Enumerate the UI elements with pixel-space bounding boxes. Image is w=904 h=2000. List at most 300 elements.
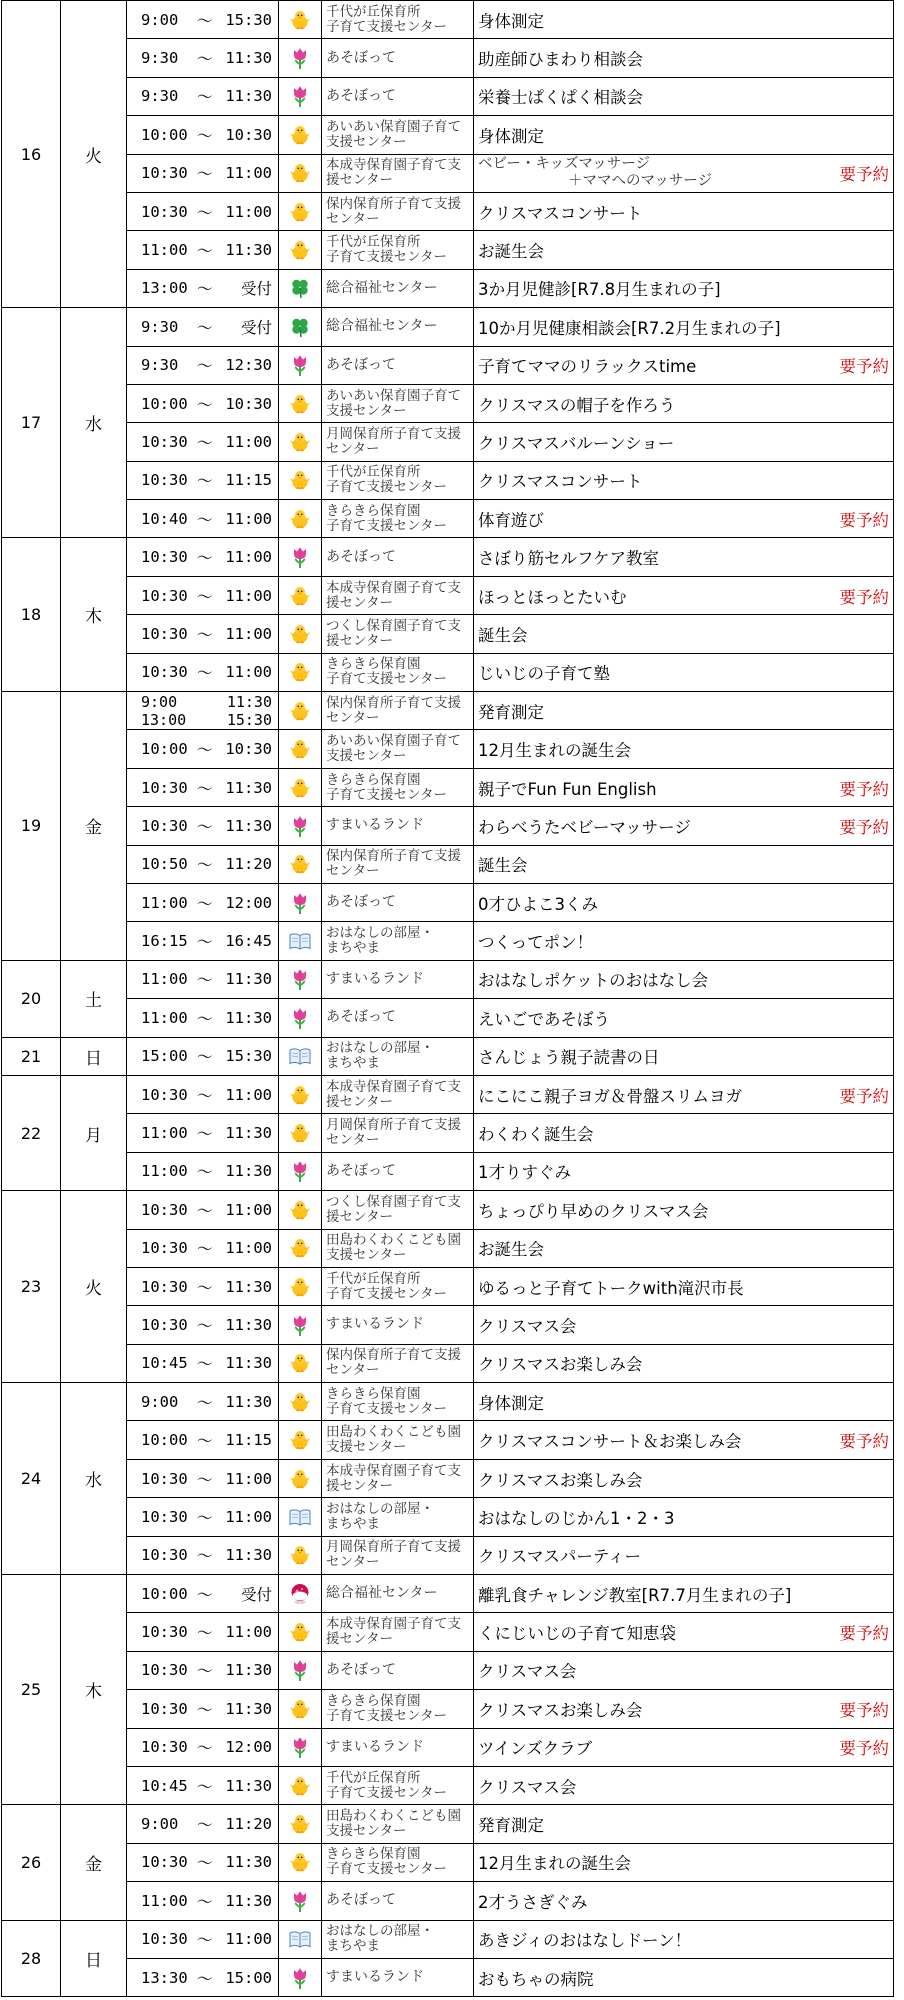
chick-icon — [288, 393, 312, 412]
time-separator: 〜 — [197, 242, 213, 261]
event-cell — [474, 231, 894, 269]
icon-cell — [279, 1229, 322, 1267]
time-end: 11:30 — [225, 816, 272, 835]
time-cell — [127, 1651, 279, 1689]
time-start: 11:00 — [141, 1124, 188, 1143]
time-end: 11:00 — [225, 432, 272, 451]
venue-cell — [322, 999, 474, 1037]
event-cell — [474, 1421, 894, 1459]
time-separator: 〜 — [197, 779, 213, 798]
venue-cell — [322, 1882, 474, 1920]
table-row — [2, 730, 894, 768]
book-icon — [288, 1506, 312, 1525]
time-cell — [127, 269, 279, 307]
venue-cell — [322, 1, 474, 39]
icon-cell — [279, 1421, 322, 1459]
time-separator: 〜 — [197, 1278, 213, 1297]
time-start: 15:00 — [141, 1047, 188, 1066]
venue-cell — [322, 883, 474, 921]
time-start: 9:30 — [141, 87, 179, 106]
time-end: 11:15 — [225, 471, 272, 490]
chick-icon — [288, 1775, 312, 1794]
time-cell — [127, 1421, 279, 1459]
time-cell — [127, 883, 279, 921]
time-start: 10:30 — [141, 1200, 188, 1219]
time-end: 受付 — [240, 1585, 272, 1604]
time-separator: 〜 — [197, 1662, 213, 1681]
venue-cell — [322, 1805, 474, 1843]
table-row — [2, 1843, 894, 1881]
icon-cell — [279, 1613, 322, 1651]
event-cell — [474, 1, 894, 39]
venue-name: つくし保育園子育て支援センター — [326, 1193, 461, 1225]
event-title: ゆるっと子育てトークwith滝沢市長 — [478, 1278, 744, 1298]
event-title: 親子でFun Fun English — [478, 779, 657, 799]
chick-icon — [288, 1545, 312, 1564]
event-cell — [474, 1383, 894, 1421]
time-end: 11:30 — [225, 1392, 272, 1411]
time-separator: 〜 — [197, 433, 213, 452]
tulip-icon — [288, 969, 312, 988]
chick-icon — [288, 1430, 312, 1449]
venue-cell — [322, 1421, 474, 1459]
time-start: 10:30 — [141, 1507, 188, 1526]
time-end: 11:30 — [225, 87, 272, 106]
event-title: 助産師ひまわり相談会 — [478, 50, 643, 70]
time-start: 10:50 — [141, 855, 188, 874]
time-start: 10:40 — [141, 509, 188, 528]
icon-cell — [279, 1536, 322, 1574]
chick-icon — [288, 1084, 312, 1103]
event-cell — [474, 922, 894, 960]
event-cell — [474, 1882, 894, 1920]
time-separator: 〜 — [197, 1163, 213, 1182]
table-row — [2, 1651, 894, 1689]
event-cell — [474, 154, 894, 192]
time-cell — [127, 1383, 279, 1421]
event-cell — [474, 1958, 894, 1996]
date-cell: 22 — [2, 1075, 61, 1190]
venue-cell — [322, 730, 474, 768]
time-end: 11:00 — [225, 1239, 272, 1258]
time-cell — [127, 39, 279, 77]
date-cell: 23 — [2, 1191, 61, 1383]
event-title: にこにこ親子ヨガ＆骨盤スリムヨガ — [478, 1086, 742, 1106]
schedule-body — [2, 1, 894, 1997]
time-end: 16:45 — [225, 932, 272, 951]
venue-cell — [322, 615, 474, 653]
table-row — [2, 1152, 894, 1190]
venue-cell — [322, 1575, 474, 1613]
book-icon — [288, 1046, 312, 1065]
time-start: 10:30 — [141, 663, 188, 682]
venue-name: すまいるランド — [326, 1969, 424, 1986]
venue-cell — [322, 384, 474, 422]
date-cell: 20 — [2, 960, 61, 1037]
event-title: おはなしのじかん1・2・3 — [478, 1508, 675, 1528]
bowl-icon — [288, 1583, 312, 1602]
event-cell — [474, 1728, 894, 1766]
table-row — [2, 1920, 894, 1958]
clover-icon — [288, 278, 312, 297]
time-end: 受付 — [240, 280, 272, 299]
time-cell — [127, 500, 279, 538]
table-row — [2, 1613, 894, 1651]
tulip-icon — [288, 86, 312, 105]
icon-cell — [279, 1, 322, 39]
venue-cell — [322, 1075, 474, 1113]
venue-name: 田島わくわくこども園支援センター — [326, 1232, 461, 1264]
time-cell — [127, 77, 279, 115]
time-start: 10:45 — [141, 1776, 188, 1795]
time-cell — [127, 692, 279, 730]
time-cell — [127, 1229, 279, 1267]
time-end: 11:30 — [225, 778, 272, 797]
event-cell — [474, 39, 894, 77]
chick-icon — [288, 163, 312, 182]
event-title: 1才りすぐみ — [478, 1163, 571, 1183]
time-end: 11:15 — [225, 1431, 272, 1450]
table-row — [2, 1728, 894, 1766]
event-title: 身体測定 — [478, 1393, 544, 1413]
venue-cell — [322, 1152, 474, 1190]
event-title: あきジィのおはなしドーン！ — [478, 1931, 692, 1951]
time-cell — [127, 1728, 279, 1766]
time-end: 11:00 — [225, 1469, 272, 1488]
weekday-cell: 木 — [61, 538, 127, 692]
time-end: 10:30 — [225, 740, 272, 759]
venue-cell — [322, 1690, 474, 1728]
time-separator: 〜 — [197, 1816, 213, 1835]
event-title: さんじょう親子読書の日 — [478, 1048, 660, 1068]
event-title: クリスマスの帽子を作ろう — [478, 395, 676, 415]
reservation-required-badge: 要予約 — [839, 1432, 889, 1452]
date-cell: 26 — [2, 1805, 61, 1920]
icon-cell — [279, 692, 322, 730]
tulip-icon — [288, 1314, 312, 1333]
time-end: 11:30 — [225, 1699, 272, 1718]
venue-cell — [322, 1651, 474, 1689]
tulip-icon — [288, 1660, 312, 1679]
chick-icon — [288, 470, 312, 489]
icon-cell — [279, 500, 322, 538]
time-end-lines — [227, 693, 272, 729]
table-row — [2, 1229, 894, 1267]
time-start: 10:30 — [141, 624, 188, 643]
venue-name: あそぼって — [326, 894, 396, 911]
time-cell — [127, 1344, 279, 1382]
reservation-required-badge: 要予約 — [839, 1700, 889, 1720]
time-separator: 〜 — [197, 1969, 213, 1988]
tulip-icon — [288, 1161, 312, 1180]
venue-cell — [322, 960, 474, 998]
icon-cell — [279, 1882, 322, 1920]
event-cell — [474, 461, 894, 499]
time-separator: 〜 — [197, 1201, 213, 1220]
chick-icon — [288, 777, 312, 796]
icon-cell — [279, 1383, 322, 1421]
time-separator: 〜 — [197, 1777, 213, 1796]
venue-name: すまいるランド — [326, 970, 424, 987]
time-end: 11:30 — [225, 1162, 272, 1181]
venue-name: あそぼって — [326, 49, 396, 66]
tulip-icon — [288, 48, 312, 67]
event-cell — [474, 1843, 894, 1881]
time-start: 9:30 — [141, 356, 179, 375]
weekday-cell: 金 — [61, 692, 127, 961]
icon-cell — [279, 1267, 322, 1305]
venue-cell — [322, 845, 474, 883]
book-icon — [288, 931, 312, 950]
time-cell — [127, 960, 279, 998]
venue-cell — [322, 346, 474, 384]
icon-cell — [279, 1843, 322, 1881]
time-cell — [127, 1075, 279, 1113]
time-end: 11:00 — [225, 1507, 272, 1526]
time-start-2: 13:00 — [141, 711, 187, 730]
time-cell — [127, 231, 279, 269]
time-cell — [127, 1114, 279, 1152]
icon-cell — [279, 461, 322, 499]
icon-cell — [279, 845, 322, 883]
event-title: おもちゃの病院 — [478, 1969, 594, 1989]
event-cell — [474, 308, 894, 346]
time-separator: 〜 — [197, 357, 213, 376]
time-cell — [127, 1766, 279, 1804]
time-separator: 〜 — [197, 741, 213, 760]
time-cell — [127, 615, 279, 653]
table-row — [2, 883, 894, 921]
icon-cell — [279, 39, 322, 77]
time-start: 10:30 — [141, 1546, 188, 1565]
venue-name: 月岡保育所子育て支援センター — [326, 425, 461, 457]
time-separator: 〜 — [197, 318, 213, 337]
venue-name: 保内保育所子育て支援センター — [326, 848, 461, 880]
event-title: くにじいじの子育て知恵袋 — [478, 1624, 676, 1644]
chick-icon — [288, 431, 312, 450]
chick-icon — [288, 662, 312, 681]
venue-name: おはなしの部屋・ まちやま — [326, 1923, 434, 1955]
time-cell — [127, 154, 279, 192]
icon-cell — [279, 269, 322, 307]
icon-cell — [279, 423, 322, 461]
time-start: 10:00 — [141, 125, 188, 144]
time-cell — [127, 653, 279, 691]
event-cell — [474, 1344, 894, 1382]
time-start: 11:00 — [141, 1162, 188, 1181]
event-cell — [474, 1267, 894, 1305]
time-end: 11:00 — [225, 509, 272, 528]
table-row — [2, 154, 894, 192]
time-end: 10:30 — [225, 394, 272, 413]
time-start: 9:00 — [141, 10, 179, 29]
event-cell — [474, 1037, 894, 1075]
event-title: 2才うさぎぐみ — [478, 1892, 588, 1912]
chick-icon — [288, 1199, 312, 1218]
time-start: 10:30 — [141, 548, 188, 567]
time-end: 11:30 — [225, 1546, 272, 1565]
venue-cell — [322, 653, 474, 691]
table-row — [2, 768, 894, 806]
venue-name: 保内保育所子育て支援センター — [326, 694, 461, 726]
icon-cell — [279, 1152, 322, 1190]
time-cell — [127, 730, 279, 768]
tulip-icon — [288, 1007, 312, 1026]
table-row — [2, 1690, 894, 1728]
time-cell — [127, 807, 279, 845]
event-cell — [474, 423, 894, 461]
time-separator: 〜 — [197, 88, 213, 107]
time-separator: 〜 — [197, 1739, 213, 1758]
time-end: 11:00 — [225, 1623, 272, 1642]
time-separator: 〜 — [197, 1048, 213, 1067]
time-end: 11:30 — [226, 693, 272, 712]
time-cell — [127, 1498, 279, 1536]
time-start: 11:00 — [141, 1008, 188, 1027]
venue-cell — [322, 1843, 474, 1881]
date-cell: 17 — [2, 308, 61, 538]
table-row — [2, 1805, 894, 1843]
icon-cell — [279, 1114, 322, 1152]
tulip-icon — [288, 547, 312, 566]
time-separator: 〜 — [197, 1086, 213, 1105]
venue-cell — [322, 807, 474, 845]
venue-name: 本成寺保育園子育て支援センター — [326, 1078, 461, 1110]
event-cell — [474, 192, 894, 230]
table-row — [2, 1191, 894, 1229]
venue-name: 千代が丘保育所 子育て支援センター — [326, 1769, 447, 1801]
reservation-required-badge: 要予約 — [839, 1624, 889, 1644]
event-cell — [474, 1306, 894, 1344]
event-title: ほっとほっとたいむ — [478, 587, 627, 607]
time-cell — [127, 308, 279, 346]
icon-cell — [279, 1728, 322, 1766]
chick-icon — [288, 1814, 312, 1833]
time-end: 15:30 — [225, 10, 272, 29]
table-row — [2, 615, 894, 653]
event-cell — [474, 615, 894, 653]
time-start: 10:30 — [141, 1277, 188, 1296]
time-cell — [127, 1152, 279, 1190]
event-title: お誕生会 — [478, 1240, 544, 1260]
time-end: 11:30 — [225, 1891, 272, 1910]
weekday-cell: 水 — [61, 308, 127, 538]
time-end: 11:30 — [225, 1661, 272, 1680]
venue-name: 総合福祉センター — [326, 1585, 438, 1602]
time-separator: 〜 — [197, 1931, 213, 1950]
weekday-cell: 火 — [61, 1191, 127, 1383]
venue-name: 千代が丘保育所 子育て支援センター — [326, 464, 447, 496]
chick-icon — [288, 1353, 312, 1372]
icon-cell — [279, 883, 322, 921]
icon-cell — [279, 730, 322, 768]
venue-name: きらきら保育園 子育て支援センター — [326, 502, 447, 534]
venue-name: あそぼって — [326, 87, 396, 104]
table-row — [2, 1344, 894, 1382]
event-title: つくってポン！ — [478, 933, 594, 953]
time-cell — [127, 538, 279, 576]
time-end: 受付 — [240, 318, 272, 337]
chick-icon — [288, 700, 312, 719]
tulip-icon — [288, 355, 312, 374]
table-row — [2, 1075, 894, 1113]
venue-cell — [322, 1191, 474, 1229]
event-title: クリスマスバルーンショー — [478, 433, 675, 453]
icon-cell — [279, 768, 322, 806]
event-title: クリスマスコンサート＆お楽しみ会 — [478, 1432, 742, 1452]
table-row — [2, 807, 894, 845]
venue-cell — [322, 154, 474, 192]
venue-name: すまいるランド — [326, 817, 424, 834]
venue-name: おはなしの部屋・ まちやま — [326, 925, 434, 957]
time-cell — [127, 116, 279, 154]
time-separator: 〜 — [197, 625, 213, 644]
time-start: 10:30 — [141, 586, 188, 605]
event-title: 12月生まれの誕生会 — [478, 741, 631, 761]
table-row — [2, 384, 894, 422]
time-separator: 〜 — [197, 11, 213, 30]
time-separator: 〜 — [197, 971, 213, 990]
venue-cell — [322, 461, 474, 499]
time-cell — [127, 461, 279, 499]
weekday-cell: 日 — [61, 1037, 127, 1075]
weekday-cell: 水 — [61, 1383, 127, 1575]
weekday-cell: 火 — [61, 1, 127, 308]
event-cell — [474, 1651, 894, 1689]
venue-cell — [322, 1267, 474, 1305]
event-cell — [474, 1152, 894, 1190]
event-cell — [474, 1229, 894, 1267]
time-cell — [127, 1805, 279, 1843]
venue-cell — [322, 1383, 474, 1421]
chick-icon — [288, 854, 312, 873]
table-row — [2, 1536, 894, 1574]
event-cell — [474, 1920, 894, 1958]
event-cell — [474, 807, 894, 845]
weekday-cell: 日 — [61, 1920, 127, 1997]
venue-cell — [322, 768, 474, 806]
icon-cell — [279, 1306, 322, 1344]
venue-cell — [322, 1114, 474, 1152]
table-row — [2, 500, 894, 538]
time-start: 10:30 — [141, 1661, 188, 1680]
table-row — [2, 1037, 894, 1075]
icon-cell — [279, 1037, 322, 1075]
table-row — [2, 576, 894, 614]
time-start: 9:30 — [141, 49, 179, 68]
tulip-icon — [288, 815, 312, 834]
event-cell — [474, 77, 894, 115]
event-title: 発育測定 — [478, 702, 544, 722]
event-title: クリスマス会 — [478, 1662, 577, 1682]
event-title: クリスマス会 — [478, 1316, 577, 1336]
time-start: 10:30 — [141, 1853, 188, 1872]
table-row — [2, 1421, 894, 1459]
time-end: 11:00 — [225, 164, 272, 183]
chick-icon — [288, 1391, 312, 1410]
clover-icon — [288, 316, 312, 335]
table-row — [2, 192, 894, 230]
time-end: 11:00 — [225, 624, 272, 643]
time-end: 11:30 — [225, 1277, 272, 1296]
time-start: 10:30 — [141, 1699, 188, 1718]
time-end: 11:30 — [225, 241, 272, 260]
table-row — [2, 845, 894, 883]
venue-name: あそぼって — [326, 1661, 396, 1678]
event-title: おはなしポケットのおはなし会 — [478, 971, 709, 991]
time-end: 11:30 — [225, 1124, 272, 1143]
table-row — [2, 269, 894, 307]
